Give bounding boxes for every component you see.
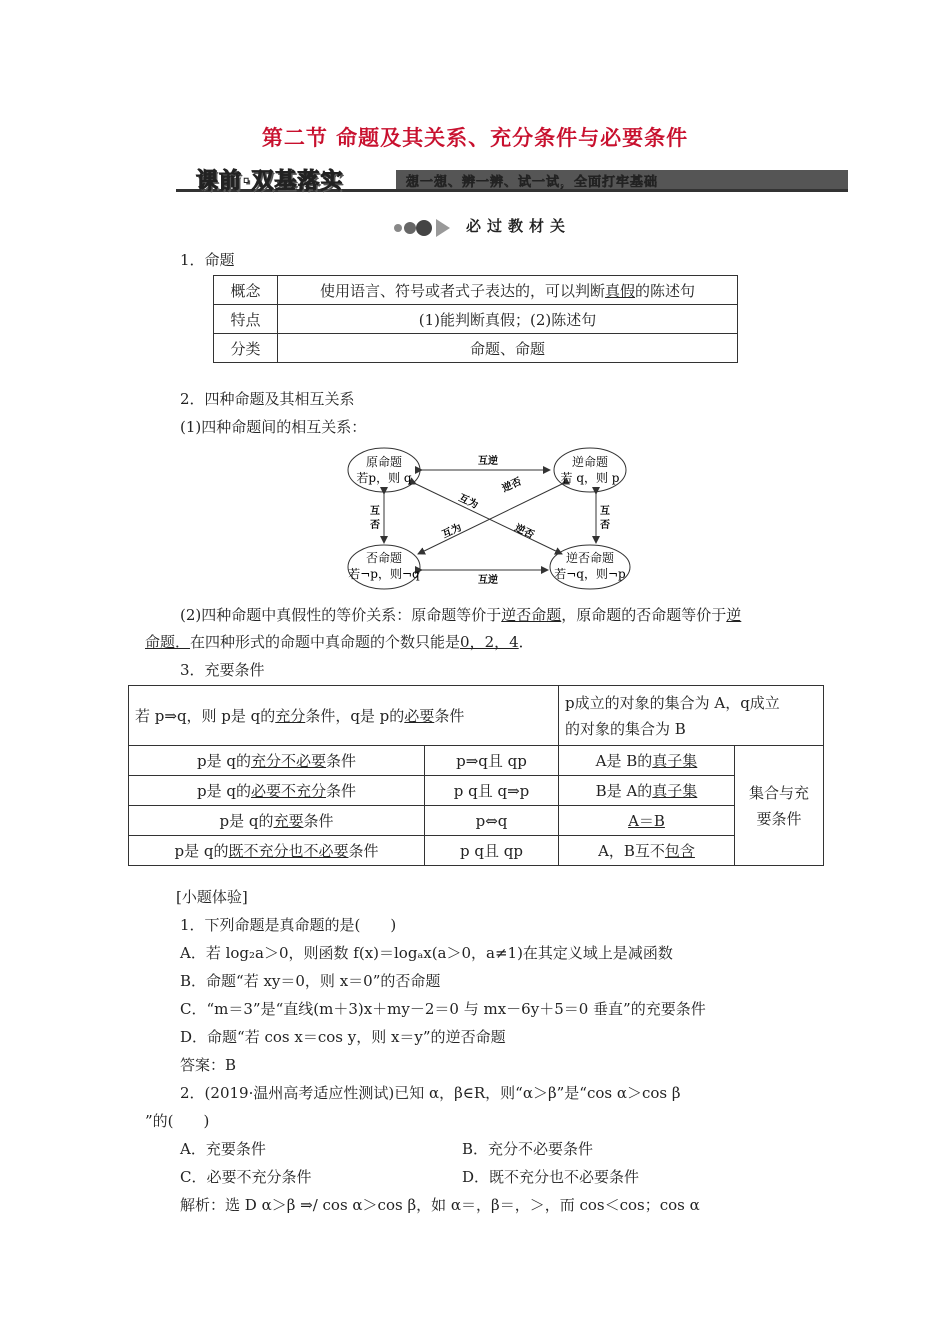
practice-line: C．“m＝3”是“直线(m＋3)x＋my－2＝0 与 mx－6y＋5＝0 垂直”的充要条件 xyxy=(180,1000,706,1018)
inverse-name: 否命题 xyxy=(365,551,403,565)
section-dots-icon xyxy=(392,219,458,237)
option-c: C．必要不充分条件 xyxy=(180,1168,312,1186)
s2-sub1: (1)四种命题间的相互关系： xyxy=(180,418,367,436)
original-name: 原命题 xyxy=(365,455,403,469)
header-left: 若 p⇒q，则 p是 q的充分条件，q是 p的必要条件 xyxy=(129,686,559,746)
table-row xyxy=(214,276,738,305)
cell-condition: p是 q的既不充分也不必要条件 xyxy=(129,836,425,866)
left-label-1: 互 xyxy=(370,506,380,517)
practice-line: 1．下列命题是真命题的是( ) xyxy=(180,916,397,934)
cell-logic: p⇒q且 qp xyxy=(425,746,559,776)
right-label-2: 否 xyxy=(600,520,610,531)
table-row xyxy=(129,806,824,836)
cell-logic: p q且 q⇒p xyxy=(425,776,559,806)
table-row xyxy=(214,305,738,334)
s2-sub2-line2: 命题．在四种形式的命题中真命题的个数只能是0，2，4． xyxy=(145,633,534,651)
bottom-label: 互逆 xyxy=(478,575,498,586)
table-header-row xyxy=(129,686,824,746)
cell-logic: p q且 qp xyxy=(425,836,559,866)
contrapositive-name: 逆否命题 xyxy=(565,551,615,565)
practice-line: D．命题“若 cos x＝cos y，则 x＝y”的逆否命题 xyxy=(180,1028,506,1046)
table-row xyxy=(129,776,824,806)
cell-set: A＝B xyxy=(559,806,735,836)
s1-heading: 1．命题 xyxy=(180,251,235,269)
converse-name: 逆命题 xyxy=(571,455,609,469)
table-row xyxy=(129,836,824,866)
table-row xyxy=(129,746,824,776)
row-label: 概念 xyxy=(214,276,278,305)
diag-label-4: 逆否 xyxy=(512,522,536,542)
cell-condition: p是 q的充分不必要条件 xyxy=(129,746,425,776)
row-value: (1)能判断真假；(2)陈述句 xyxy=(278,305,738,334)
practice-heading: [小题体验] xyxy=(176,888,248,906)
left-label-2: 否 xyxy=(370,520,380,531)
practice-line: B．命题“若 xy＝0，则 x＝0”的否命题 xyxy=(180,972,441,990)
cell-condition: p是 q的充要条件 xyxy=(129,806,425,836)
banner-sub-text: 想一想、辨一辨、试一试，全面打牢基础 xyxy=(406,175,659,190)
s3-heading: 3．充要条件 xyxy=(180,661,265,679)
four-propositions-diagram xyxy=(340,442,640,594)
cell-logic: p⇔q xyxy=(425,806,559,836)
practice-answer: 答案：B xyxy=(180,1056,237,1074)
row-value: 命题、命题 xyxy=(278,334,738,363)
converse-form: 若 q，则 p xyxy=(560,471,620,485)
section-mark-label: 必过教材关 xyxy=(466,217,572,235)
row-value: 使用语言、符号或者式子表达的，可以判断真假的陈述句 xyxy=(278,276,738,305)
practice-explanation: 解析：选 D α＞β ⇒/ cos α＞cos β，如 α＝，β＝，＞，而 cos＜cos；cos α xyxy=(180,1196,700,1214)
cell-set: A是 B的真子集 xyxy=(559,746,735,776)
original-form: 若p，则 q xyxy=(356,471,412,485)
header-right: p成立的对象的集合为 A，q成立 的对象的集合为 B xyxy=(559,686,824,746)
option-d: D．既不充分也不必要条件 xyxy=(462,1168,640,1186)
contrapositive-form: 若¬q，则¬p xyxy=(554,567,626,581)
top-label: 互逆 xyxy=(478,456,498,467)
banner-main-text: 课前·双基落实 xyxy=(196,169,344,194)
practice-line: ”的( ) xyxy=(145,1112,210,1130)
conditions-table xyxy=(128,685,824,866)
s2-sub2-line1: (2)四种命题中真假性的等价关系：原命题等价于逆否命题，原命题的否命题等价于逆 xyxy=(180,606,742,624)
side-label: 集合与充 要条件 xyxy=(735,746,824,866)
page-title: 第二节 命题及其关系、充分条件与必要条件 xyxy=(261,126,689,150)
cell-set: B是 A的真子集 xyxy=(559,776,735,806)
cell-set: A，B互不包含 xyxy=(559,836,735,866)
cell-condition: p是 q的必要不充分条件 xyxy=(129,776,425,806)
row-label: 分类 xyxy=(214,334,278,363)
row-label: 特点 xyxy=(214,305,278,334)
s2-heading: 2．四种命题及其相互关系 xyxy=(180,390,355,408)
option-a: A．充要条件 xyxy=(180,1140,266,1158)
inverse-form: 若¬p，则¬q xyxy=(348,567,420,581)
table-row xyxy=(214,334,738,363)
practice-line: 2．(2019·温州高考适应性测试)已知 α，β∈R，则“α＞β”是“cos α＞cos β xyxy=(180,1084,681,1102)
right-label-1: 互 xyxy=(600,506,610,517)
diag-label-3: 互为 xyxy=(440,522,464,541)
section-banner xyxy=(176,162,848,196)
practice-line: A．若 log₂a＞0，则函数 f(x)＝logₐx(a＞0，a≠1)在其定义域上是减函数 xyxy=(180,944,673,962)
diag-label-1: 互为 xyxy=(456,492,480,512)
option-b: B．充分不必要条件 xyxy=(462,1140,594,1158)
diag-label-2: 逆否 xyxy=(500,476,524,495)
proposition-table xyxy=(213,275,738,363)
